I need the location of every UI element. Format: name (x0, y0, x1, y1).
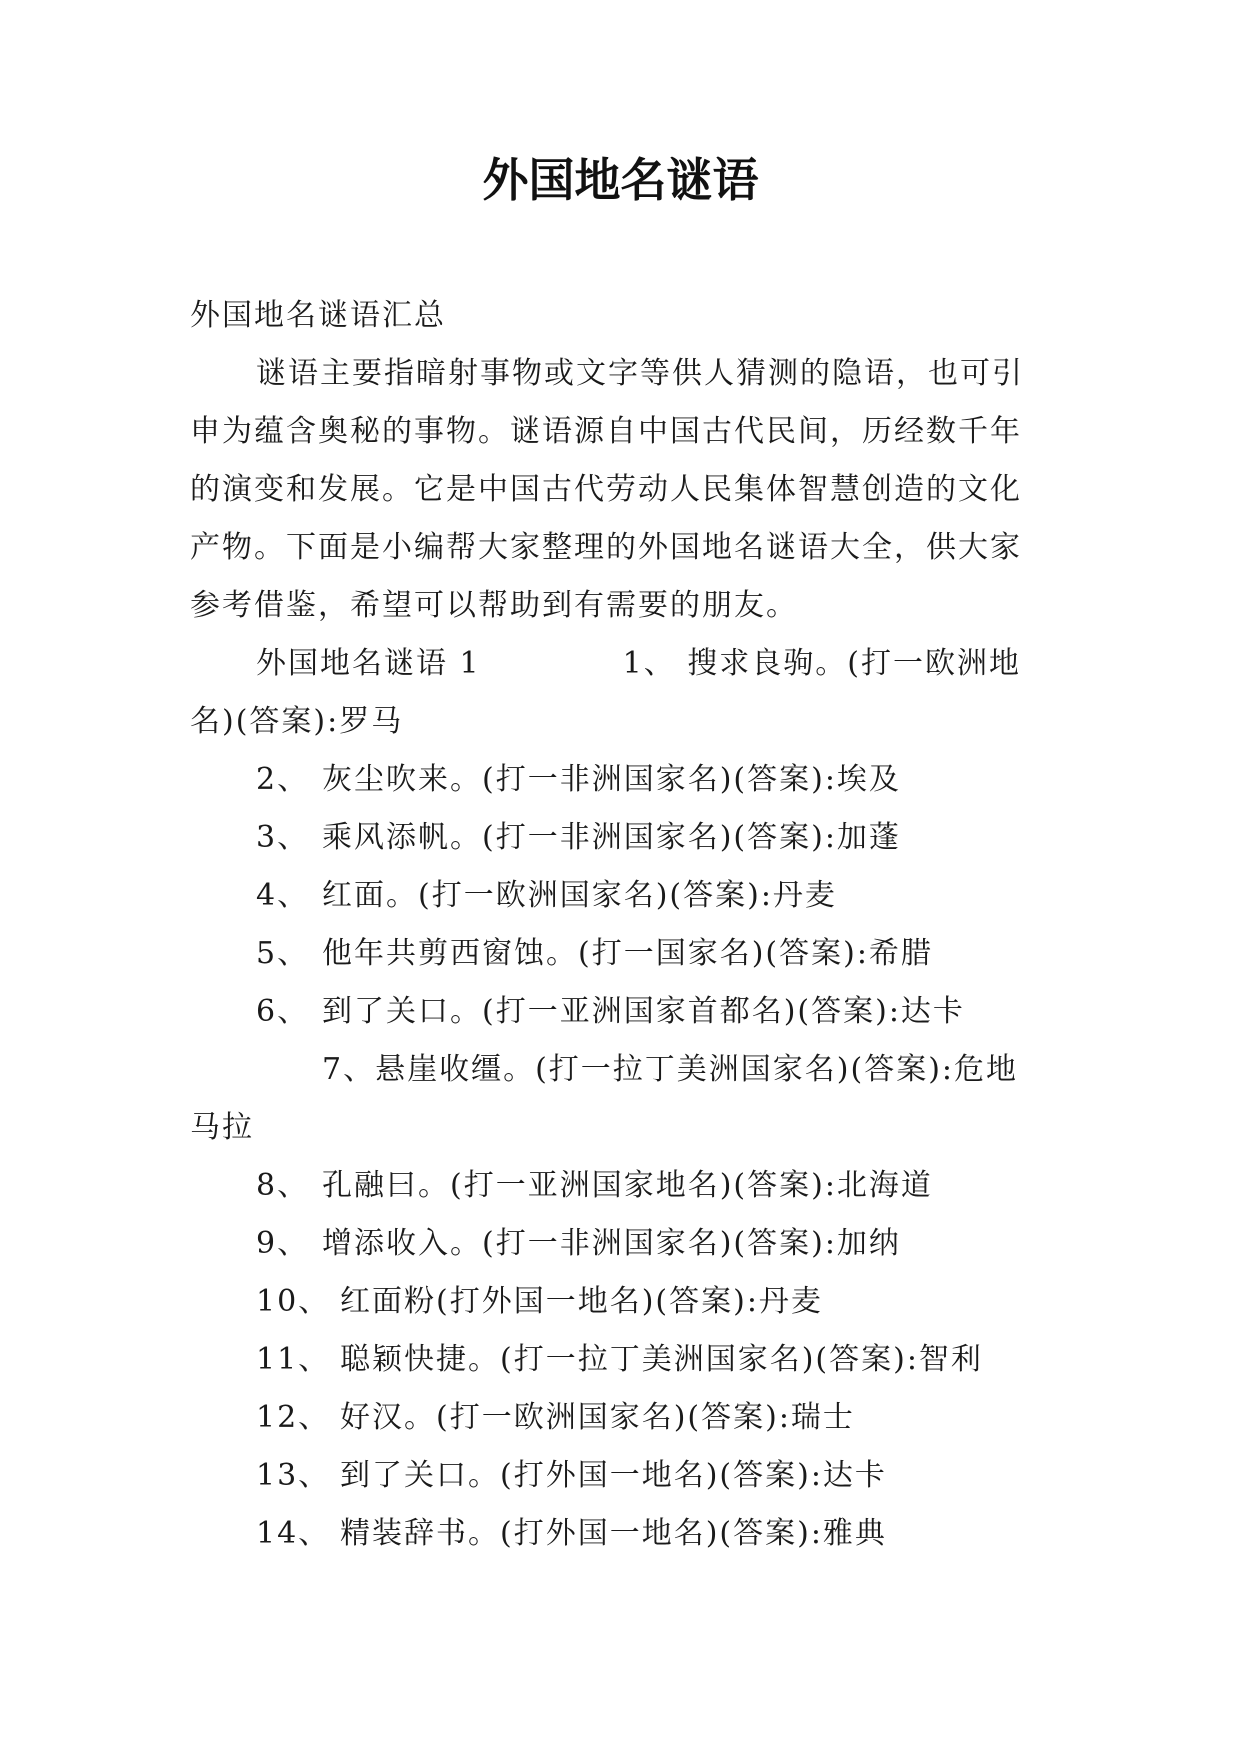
riddle-text: 灰尘吹来。(打一非洲国家名)(答案):埃及 (322, 762, 901, 797)
riddle-number: 1、 (622, 646, 676, 681)
riddle-text: 到了关口。(打外国一地名)(答案):达卡 (340, 1458, 887, 1493)
riddle-item (190, 1505, 1050, 1563)
riddle-item (190, 1041, 1050, 1157)
riddle-item (190, 1157, 1050, 1215)
riddle-item (190, 751, 1050, 809)
riddle-text: 搜求良驹。(打一欧洲地名)(答案):罗马 (190, 646, 1021, 739)
riddle-text: 孔融曰。(打一亚洲国家地名)(答案):北海道 (322, 1168, 933, 1203)
intro-paragraph: 谜语主要指暗射事物或文字等供人猜测的隐语，也可引申为蕴含奥秘的事物。谜语源自中国古代民间，历经数千年的演变和发展。它是中国古代劳动人民集体智慧创造的文化产物。下面是小编帮大家整理的外国地名谜语大全，供大家参考借鉴，希望可以帮助到有需要的朋友。 (190, 356, 1024, 623)
section-heading: 外国地名谜语 1 (256, 646, 481, 681)
riddle-number: 3、 (256, 820, 310, 855)
riddle-text: 红面粉(打外国一地名)(答案):丹麦 (340, 1284, 823, 1319)
riddle-item (190, 1331, 1050, 1389)
riddle-item (190, 867, 1050, 925)
riddle-number: 5、 (256, 936, 310, 971)
riddle-number: 13、 (256, 1458, 331, 1493)
riddle-item (190, 983, 1050, 1041)
riddle-text: 好汉。(打一欧洲国家名)(答案):瑞士 (340, 1400, 855, 1435)
riddle-item (190, 809, 1050, 867)
riddle-text: 增添收入。(打一非洲国家名)(答案):加纳 (322, 1226, 901, 1261)
riddle-text: 悬崖收缰。(打一拉丁美洲国家名)(答案):危地马拉 (190, 1052, 1019, 1145)
riddle-number: 6、 (256, 994, 310, 1029)
riddle-text: 精装辞书。(打外国一地名)(答案):雅典 (340, 1516, 887, 1551)
riddle-number: 11、 (256, 1342, 331, 1377)
riddle-text: 聪颖快捷。(打一拉丁美洲国家名)(答案):智利 (340, 1342, 983, 1377)
riddle-number: 9、 (256, 1226, 310, 1261)
riddle-number: 8、 (256, 1168, 310, 1203)
riddle-number: 7、 (322, 1052, 376, 1087)
riddle-item (190, 1447, 1050, 1505)
document-body (190, 287, 1050, 1563)
document-title: 外国地名谜语 (482, 153, 759, 207)
riddle-number: 10、 (256, 1284, 331, 1319)
riddle-text: 乘风添帆。(打一非洲国家名)(答案):加蓬 (322, 820, 901, 855)
document-subtitle: 外国地名谜语汇总 (190, 298, 446, 333)
riddle-item (190, 1389, 1050, 1447)
riddle-number: 2、 (256, 762, 310, 797)
riddle-number: 4、 (256, 878, 310, 913)
riddle-section-first (190, 635, 1050, 751)
riddle-item (190, 1273, 1050, 1331)
riddle-text: 红面。(打一欧洲国家名)(答案):丹麦 (322, 878, 837, 913)
riddle-item (190, 925, 1050, 983)
riddle-text: 他年共剪西窗蚀。(打一国家名)(答案):希腊 (322, 936, 933, 971)
riddle-number: 14、 (256, 1516, 331, 1551)
riddle-item (190, 1215, 1050, 1273)
riddle-text: 到了关口。(打一亚洲国家首都名)(答案):达卡 (322, 994, 965, 1029)
riddle-number: 12、 (256, 1400, 331, 1435)
